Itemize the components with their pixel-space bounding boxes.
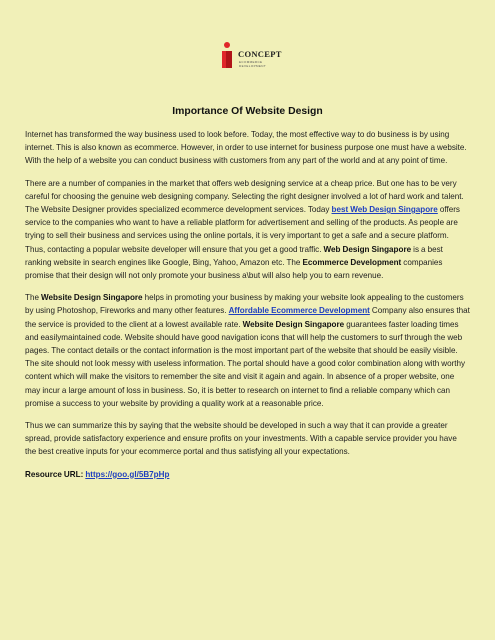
document-body [25, 128, 470, 490]
logo-name: CONCEPT [238, 49, 282, 59]
text-span: is a best ranking website in search engines like Google, Bing, Yahoo, Amazon etc. The [25, 244, 443, 267]
text-span: offers service to the companies who want to have a reliable platform for advertisement and selling of the products. As people are trying to sell their business and services using the online portals, it is very important to get a safe and a secure platform. Thus, contacting a popular website developer will ensure that you get a good traffic. [25, 205, 460, 254]
bold-website-design-singapore: Website Design Singapore [41, 293, 143, 303]
resource-line [25, 468, 470, 481]
paragraph-promoting [25, 291, 470, 410]
paragraph-summary: Thus we can summarize this by saying that the website should be developed in such a way that it can provide a greater spread, provide satisfactory experience and ensure profits on your investments. With a capable service provider you have the best creative inputs for your ecommerce portal and thus satisfying all your expectations. [25, 421, 457, 457]
paragraph-intro: Internet has transformed the way business used to look before. Today, the most effective way to do business is by using internet. This is also known as ecommerce. However, in order to use internet for business purpose one must have a website. With the help of a website you can conduct business with customers from any part of the world and at any point of time. [25, 130, 467, 166]
bold-website-design-singapore-2: Website Design Singapore [242, 319, 345, 329]
text-span: helps in promoting your business by making your website look appealing to the customers by using Photoshop, Fireworks and many other features. [25, 293, 464, 316]
logo-mark-icon [219, 41, 235, 71]
text-span: Company also ensures that the service is provided to the client at a lowest available rate. [25, 306, 470, 329]
logo-tagline: ECOMMERCE DEVELOPMENT [239, 60, 267, 68]
text-span: guarantees faster loading times and easilymaintained code. Website should have good navigation icons that will help the customers to surf through the web pages. The contact details or the contact information is the most important part of the website that should be easily visible. The site should not look messy with useless information. The portal should have a good color combination along with worthy content which will make the visitors to remember the site and visit it again and again. In absence of a proper website, one may incur a large amount of loss in business. So, it is better to research on internet to find a reliable company which can promise a success to your website by providing a quality work at a reasonable price. [25, 319, 466, 408]
text-span: The [25, 293, 41, 303]
best-web-design-singapore-link[interactable]: best Web Design Singapore [331, 205, 438, 215]
bold-ecommerce-development: Ecommerce Development [302, 257, 402, 267]
text-span: There are a number of companies in the market that offers web designing service at a cheap price. But one has to be very careful for choosing the genuine web designing company. Selecting the right designer involved a lot of hard work and talent. The Website Designer provides specialized ecommerce development services. Today [25, 178, 464, 215]
concept-logo [213, 23, 285, 89]
paragraph-companies [25, 177, 470, 283]
bold-web-design-singapore: Web Design Singapore [323, 244, 412, 254]
text-span: companies promise that their design will not only promote your business a\but will also help you to earn revenue. [25, 257, 443, 281]
resource-url-link[interactable]: https://goo.gl/5B7pHp [85, 469, 170, 479]
affordable-ecommerce-development-link[interactable]: Affordable Ecommerce Development [228, 306, 370, 316]
document-title: Importance Of Website Design [172, 106, 323, 117]
resource-label: Resource URL: [25, 469, 86, 479]
